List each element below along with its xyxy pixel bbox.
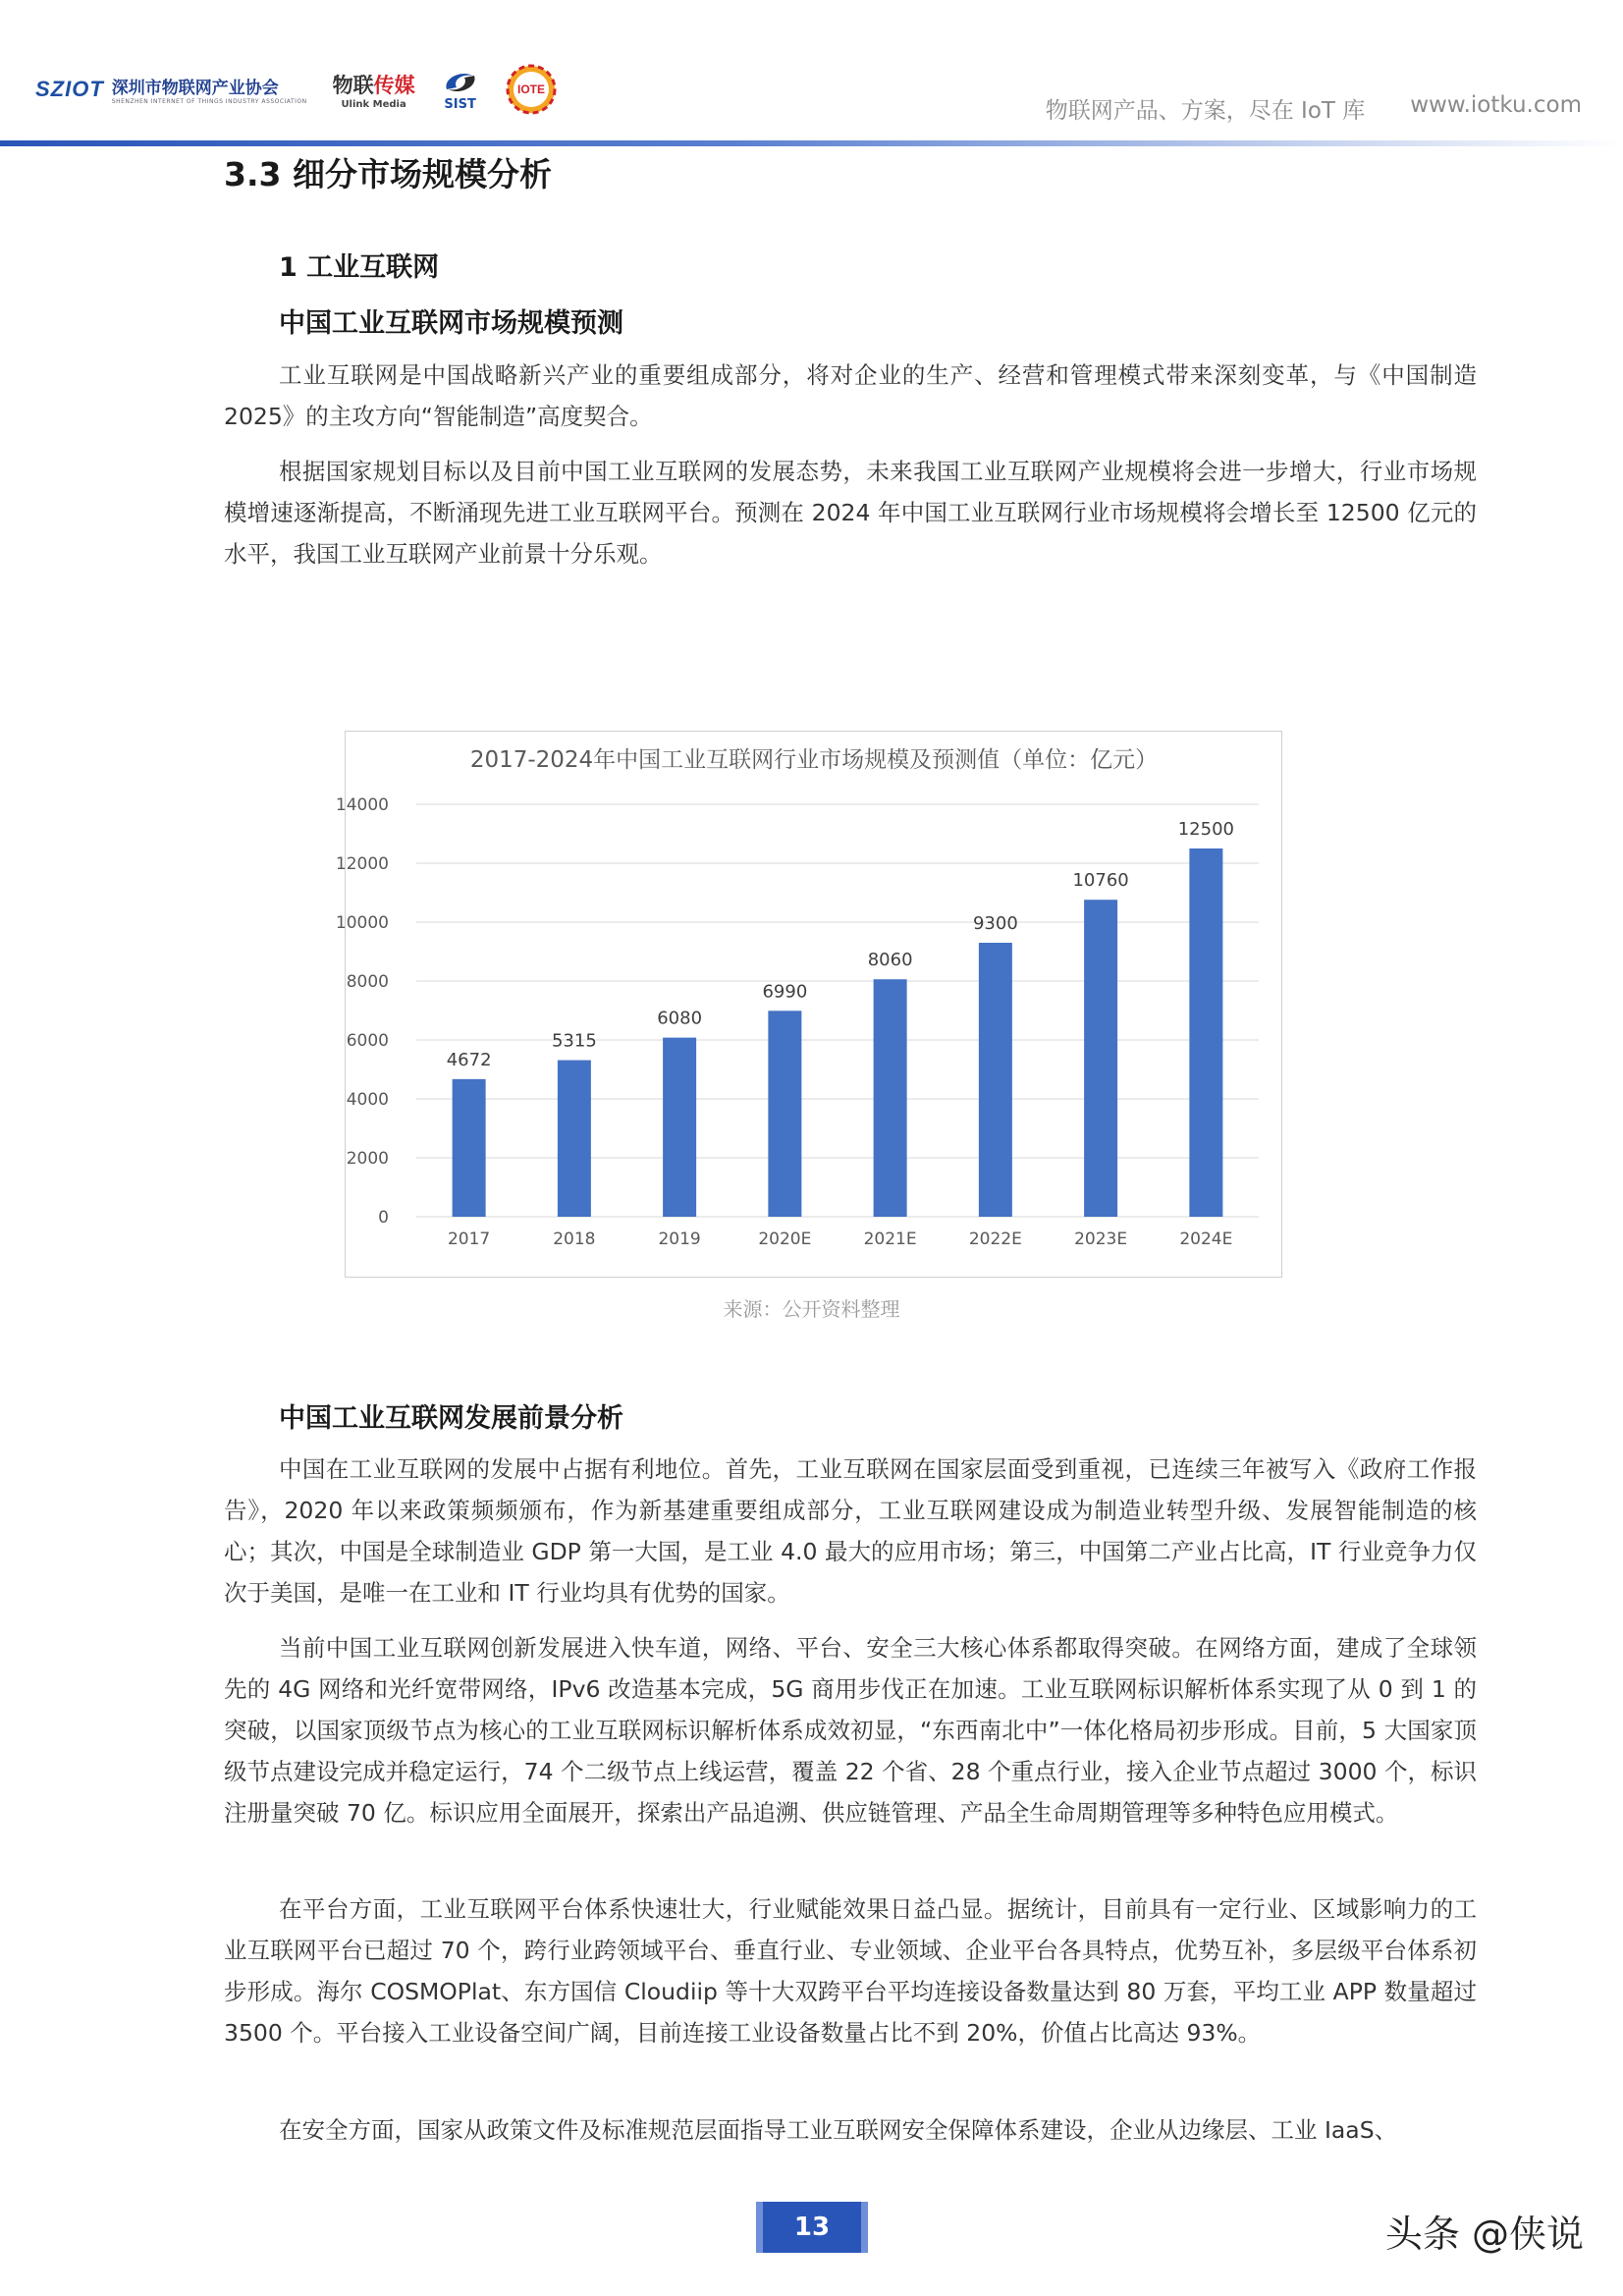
- chart-data-label: 10760: [1072, 870, 1129, 892]
- chart-bar: [663, 1038, 696, 1217]
- chart-ytick-label: 8000: [346, 972, 389, 992]
- chart-bar: [1084, 900, 1117, 1217]
- chart-bar: [558, 1061, 591, 1217]
- header-divider: [0, 140, 1623, 146]
- paragraph-security: 在安全方面，国家从政策文件及标准规范层面指导工业互联网安全保障体系建设，企业从边缘层、工业 IaaS、: [279, 2116, 1398, 2144]
- chart-ytick-label: 0: [378, 1208, 389, 1228]
- chart-bar: [874, 979, 907, 1217]
- chart-source-caption: 来源：公开资料整理: [723, 1297, 900, 1321]
- ulink-logo-cn-a: 物联: [332, 73, 374, 97]
- chart-data-label: 4672: [446, 1049, 492, 1070]
- chart-ytick-label: 6000: [346, 1031, 389, 1051]
- chart-xtick-label: 2019: [658, 1230, 701, 1249]
- paragraph-forecast: 根据国家规划目标以及目前中国工业互联网的发展态势，未来我国工业互联网产业规模将会进一步增大，行业市场规模增速逐渐提高，不断涌现先进工业互联网平台。预测在 2024 年中国工业互联网行业市场规模将会增长至 12500 亿元的水平，我国工业互联网产业前景十分乐观。: [224, 458, 1477, 568]
- chart-xtick-label: 2020E: [758, 1230, 812, 1249]
- market-size-chart: [335, 731, 1282, 1278]
- chart-xtick-label: 2023E: [1074, 1230, 1128, 1249]
- chart-bar: [453, 1079, 486, 1217]
- paragraph-network: 当前中国工业互联网创新发展进入快车道，网络、平台、安全三大核心体系都取得突破。在网络方面，建成了全球领先的 4G 网络和光纤宽带网络，IPv6 改造基本完成，5G 商用步伐正在加速。工业互联网标识解析体系实现了从 0 到 1 的突破，以国家顶级节点为核心的工业互联网标识解析体系成效初显，“东西南北中”一体化格局初步形成。目前，5 大国家顶级节点建设完成并稳定运行，74 个二级节点上线运营，覆盖 22 个省、28 个重点行业，接入企业节点超过 3000 个，标识注册量突破 70 亿。标识应用全面展开，探索出产品追溯、供应链管理、产品全生命周期管理等多种特色应用模式。: [224, 1634, 1477, 1827]
- chart-ytick-label: 2000: [346, 1149, 389, 1169]
- szit-logo: [35, 74, 307, 105]
- chart-ytick-label: 14000: [335, 795, 389, 815]
- iote-logo-icon: [506, 64, 557, 115]
- chart-xtick-label: 2017: [447, 1230, 491, 1249]
- header-tagline: 物联网产品、方案，尽在 IoT 库: [1045, 98, 1366, 124]
- chart-data-label: 6080: [657, 1008, 703, 1029]
- szit-logo-english: SHENZHEN INTERNET OF THINGS INDUSTRY ASSOCIATION: [111, 98, 307, 105]
- watermark-text: 头条 @侠说: [1384, 2213, 1584, 2256]
- section-title: 3.3 细分市场规模分析: [224, 155, 552, 193]
- subsection-title-industrial-internet: 1 工业互联网: [279, 252, 440, 283]
- ulink-logo-cn-b: 传媒: [373, 73, 415, 97]
- chart-ytick-label: 4000: [346, 1090, 389, 1110]
- szit-logo-name: 深圳市物联网产业协会: [111, 79, 279, 98]
- subsection-title-outlook: 中国工业互联网发展前景分析: [279, 1403, 623, 1434]
- sist-logo-text: SIST: [444, 96, 476, 112]
- ulink-logo-en: Ulink Media: [341, 98, 406, 110]
- subsection-title-market-forecast: 中国工业互联网市场规模预测: [279, 308, 623, 339]
- chart-ytick-label: 12000: [335, 854, 389, 874]
- logo-row: [35, 61, 557, 118]
- ulink-media-logo: [333, 70, 415, 110]
- chart-bar: [1189, 848, 1222, 1217]
- page-header: [0, 0, 1623, 147]
- chart-data-label: 9300: [972, 913, 1018, 934]
- paragraph-intro: 工业互联网是中国战略新兴产业的重要组成部分，将对企业的生产、经营和管理模式带来深刻变革，与《中国制造 2025》的主攻方向“智能制造”高度契合。: [224, 361, 1477, 430]
- page-number: 13: [763, 2202, 861, 2253]
- chart-bar: [768, 1011, 801, 1217]
- paragraph-advantage: 中国在工业互联网的发展中占据有利地位。首先，工业互联网在国家层面受到重视，已连续三年被写入《政府工作报告》，2020 年以来政策频频颁布，作为新基建重要组成部分，工业互联网建设成为制造业转型升级、发展智能制造的核心；其次，中国是全球制造业 GDP 第一大国，是工业 4.0 最大的应用市场；第三，中国第二产业占比高，IT 行业竞争力仅次于美国，是唯一在工业和 IT 行业均具有优势的国家。: [224, 1455, 1477, 1607]
- sist-logo: [441, 68, 480, 112]
- chart-bar: [979, 943, 1012, 1217]
- chart-data-label: 6990: [762, 981, 808, 1003]
- chart-title: 2017-2024年中国工业互联网行业市场规模及预测值（单位：亿元）: [469, 747, 1159, 773]
- chart-data-label: 12500: [1177, 819, 1235, 840]
- chart-xtick-label: 2018: [553, 1230, 596, 1249]
- szit-logo-mark: SZIOT: [35, 77, 104, 101]
- chart-data-label: 8060: [867, 950, 913, 971]
- chart-xtick-label: 2024E: [1179, 1230, 1233, 1249]
- sist-swirl-icon: [441, 68, 480, 97]
- header-site-url[interactable]: www.iotku.com: [1410, 92, 1582, 118]
- chart-xtick-label: 2022E: [968, 1230, 1022, 1249]
- market-size-chart-svg: [335, 732, 1283, 1279]
- chart-ytick-label: 10000: [335, 913, 389, 933]
- header-links: [1046, 92, 1582, 125]
- iote-logo-text: IOTE: [516, 82, 545, 96]
- chart-data-label: 5315: [551, 1030, 597, 1052]
- chart-xtick-label: 2021E: [863, 1230, 917, 1249]
- paragraph-platform: 在平台方面，工业互联网平台体系快速壮大，行业赋能效果日益凸显。据统计，目前具有一定行业、区域影响力的工业互联网平台已超过 70 个，跨行业跨领域平台、垂直行业、专业领域、企业平台各具特点，优势互补，多层级平台体系初步形成。海尔 COSMOPlat、东方国信 Cloudiip 等十大双跨平台平均连接设备数量达到 80 万套，平均工业 APP 数量超过 3500 个。平台接入工业设备空间广阔，目前连接工业设备数量占比不到 20%，价值占比高达 93%。: [224, 1895, 1477, 2047]
